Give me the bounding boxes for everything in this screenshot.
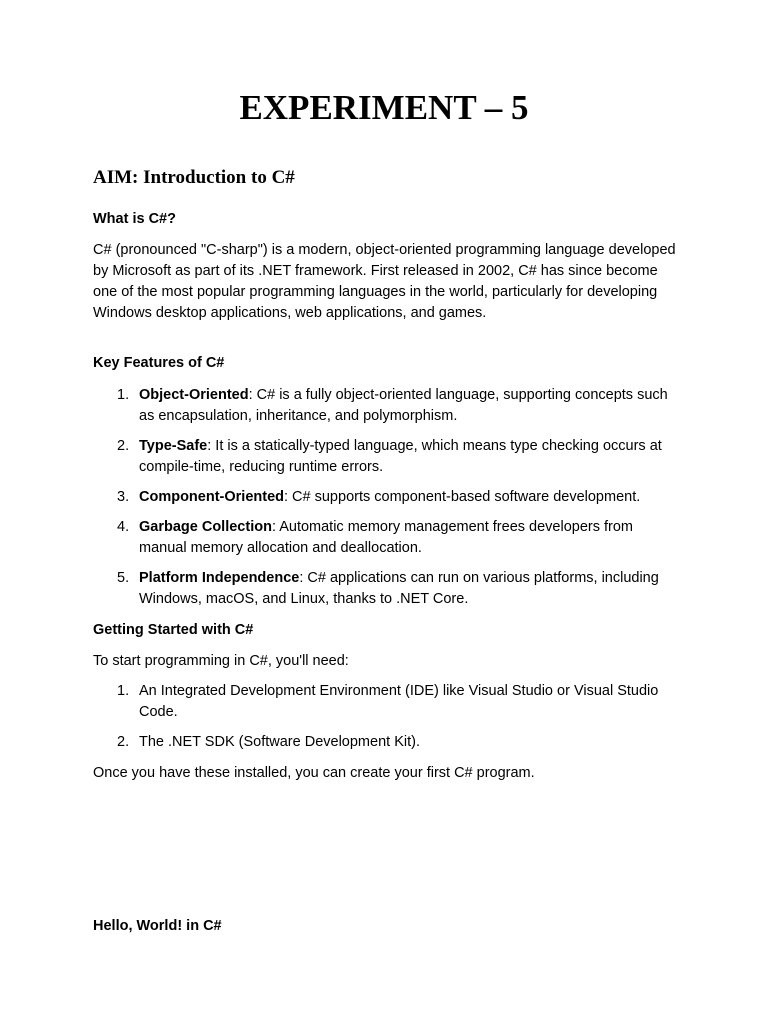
feature-term: Object-Oriented [139,387,249,403]
requirements-list [93,681,683,762]
feature-description: : Automatic memory management frees developers from manual memory allocation and deallocation. [139,519,633,556]
feature-description: : C# supports component-based software development. [284,489,641,505]
list-item-number: 2. [117,734,130,750]
list-item-number: 1. [117,683,130,699]
feature-term: Garbage Collection [139,519,272,535]
requirement-text: The .NET SDK (Software Development Kit). [139,734,420,750]
feature-description: : C# is a fully object-oriented language, supporting concepts such as encapsulation, inheritance, and polymorphism. [139,387,668,424]
document-title: EXPERIMENT – 5 [239,88,529,127]
what-is-paragraph: C# (pronounced "C-sharp") is a modern, object-oriented programming language developed by Microsoft as part of its .NET framework. First released in 2002, C# has since become one of the most popular programming languages in the world, particularly for developing Windows desktop applications, web applications, and games. [93,242,676,321]
feature-term: Type-Safe [139,438,208,454]
key-features-list [93,385,683,619]
document-page [93,0,683,1024]
feature-term: Component-Oriented [139,489,284,505]
closing-paragraph: Once you have these installed, you can create your first C# program. [93,765,535,781]
feature-description: : C# applications can run on various platforms, including Windows, macOS, and Linux, thanks to .NET Core. [139,570,659,607]
list-item-number: 4. [117,519,130,535]
getting-started-heading: Getting Started with C# [93,622,254,638]
list-item-number: 1. [117,387,130,403]
feature-term: Platform Independence [139,570,300,586]
list-item [93,517,683,559]
aim-heading: AIM: Introduction to C# [93,167,295,188]
list-item [93,385,683,427]
list-item [93,436,683,478]
list-item-number: 3. [117,489,130,505]
list-item-number: 5. [117,570,130,586]
hello-world-heading: Hello, World! in C# [93,918,222,934]
key-features-heading: Key Features of C# [93,355,225,371]
list-item [93,681,683,723]
list-item [93,568,683,610]
list-item [93,732,683,753]
requirement-text: An Integrated Development Environment (IDE) like Visual Studio or Visual Studio Code. [139,683,659,720]
feature-description: : It is a statically-typed language, which means type checking occurs at compile-time, reducing runtime errors. [139,438,662,475]
what-is-heading: What is C#? [93,211,176,227]
list-item-number: 2. [117,438,130,454]
getting-started-intro: To start programming in C#, you'll need: [93,653,349,669]
list-item [93,487,683,508]
